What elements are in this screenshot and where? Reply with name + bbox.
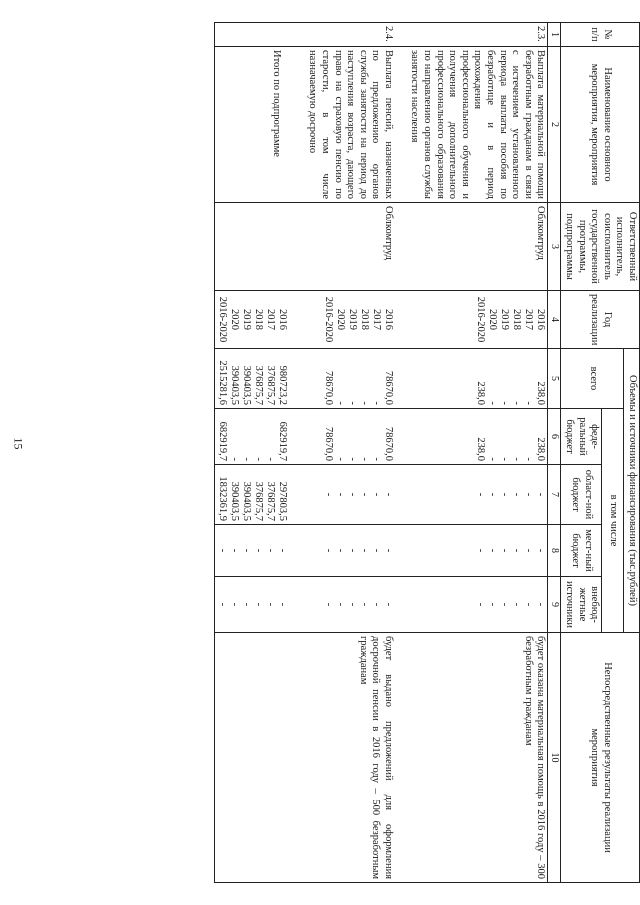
column-number: 2 (548, 47, 561, 203)
column-number: 10 (548, 633, 561, 883)
column-number: 5 (548, 349, 561, 409)
financing-table (214, 22, 640, 883)
row-regional: 297803,5 376875,7 376875,7 390403,5 390403,5 1832361,9 (214, 465, 296, 525)
row-name: Выплата материальной помощи безработным гражданам в связи с истечением установленного периода выплаты пособия по безработице и в период прохождения профессионального обучения и получения дополнительного профессионального образования по направлению органов службы занятости населения (400, 47, 548, 203)
column-number: 8 (548, 525, 561, 577)
row-extra: - - - - - - (400, 577, 548, 633)
row-result (214, 633, 296, 883)
row-executor: Облкомтруд (400, 203, 548, 291)
header-name: Наименование основного мероприятия, мероприятия (561, 47, 640, 203)
table-row (296, 23, 400, 883)
header-financing: Объемы и источники финансирования (тыс.рублей) (624, 349, 640, 633)
row-extra: - - - - - - (214, 577, 296, 633)
row-number (214, 23, 296, 47)
column-number: 1 (548, 23, 561, 47)
row-executor (214, 203, 296, 291)
header-results: Непосредственные результаты реализации мероприятия (561, 633, 640, 883)
column-number: 3 (548, 203, 561, 291)
header-year: Год реализации (561, 291, 640, 349)
header-regional: област-ной бюджет (561, 465, 602, 525)
row-number: 2.4. (296, 23, 400, 47)
column-number: 6 (548, 409, 561, 465)
row-federal: 78670,0 - - - - 78670,0 (296, 409, 400, 465)
row-name: Итого по подпрограмме (214, 47, 296, 203)
column-number: 4 (548, 291, 561, 349)
row-total: 78670,0 - - - - 78670,0 (296, 349, 400, 409)
row-number: 2.3. (400, 23, 548, 47)
header-num: № п/п (561, 23, 640, 47)
row-local: - - - - - - (400, 525, 548, 577)
table-row (214, 23, 296, 883)
header-executor: Ответственный исполнитель, соисполнитель государственной программы, подпрограммы (561, 203, 640, 291)
header-local: мест-ный бюджет (561, 525, 602, 577)
row-local: - - - - - - (214, 525, 296, 577)
header-extra: внебюд-жетные источники (561, 577, 602, 633)
row-regional: - - - - - - (296, 465, 400, 525)
header-total: всего (561, 349, 624, 409)
row-federal: 238,0 - - - - 238,0 (400, 409, 548, 465)
row-local: - - - - - - (296, 525, 400, 577)
row-executor: Облкомтруд (296, 203, 400, 291)
row-extra: - - - - - - (296, 577, 400, 633)
header-federal: феде-ральный бюджет (561, 409, 602, 465)
row-name: Выплата пенсий, назначенных по предложению органов службы занятости на период до наступления возраста, дающего право на страховую пенсию по старости, в том числе назначаемую досрочно (296, 47, 400, 203)
row-result: будет выдано предложений для оформления досрочной пенсии в 2016 году – 500 безработным гражданам (296, 633, 400, 883)
rotated-page (140, 22, 640, 882)
row-years: 2016 2017 2018 2019 2020 2016-2020 (296, 291, 400, 349)
row-total: 980723,2 376875,7 376875,7 390403,5 390403,5 2515281,6 (214, 349, 296, 409)
row-years: 2016 2017 2018 2019 2020 2016-2020 (214, 291, 296, 349)
header-incl: в том числе (602, 409, 624, 633)
column-number: 7 (548, 465, 561, 525)
page-number: 15 (11, 437, 26, 450)
column-number: 9 (548, 577, 561, 633)
row-years: 2016 2017 2018 2019 2020 2016-2020 (400, 291, 548, 349)
row-result: будет оказана материальная помощь в 2016 году – 300 безработным гражданам (400, 633, 548, 883)
table-row (400, 23, 548, 883)
row-regional: - - - - - - (400, 465, 548, 525)
row-total: 238,0 - - - - 238,0 (400, 349, 548, 409)
row-federal: 682919,7 - - - - 682919,7 (214, 409, 296, 465)
